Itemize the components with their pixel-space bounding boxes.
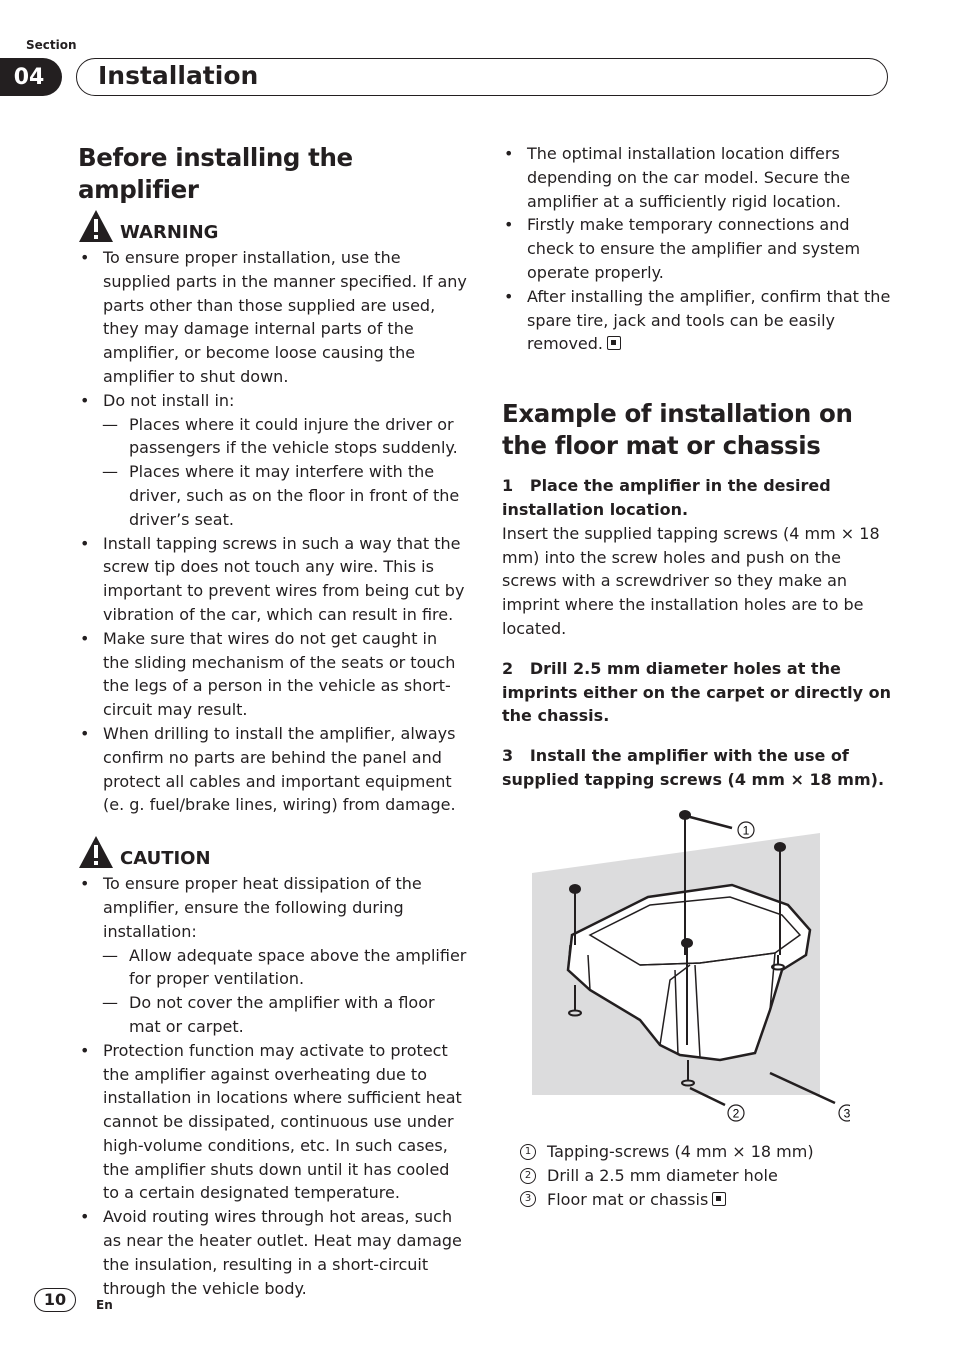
- legend-number: 3: [520, 1191, 536, 1207]
- legend-number: 2: [520, 1168, 536, 1184]
- installation-illustration: [520, 805, 850, 1135]
- figure-legend: [520, 1140, 814, 1211]
- list-item-text: After installing the amplifier, confirm that the spare tire, jack and tools can be easily removed.: [527, 286, 891, 354]
- language-code: En: [96, 1298, 113, 1312]
- left-column: [78, 142, 468, 1300]
- list-item: • To ensure proper heat dissipation of the amplifier, ensure the following during installation:: [78, 872, 468, 943]
- warning-list: [78, 246, 468, 817]
- list-item: • Do not install in:: [78, 389, 468, 413]
- caution-icon: [78, 835, 114, 869]
- section-label: Section: [26, 38, 77, 52]
- list-subitem: — Allow adequate space above the amplifier for proper ventilation.: [78, 944, 468, 992]
- chapter-title: Installation: [98, 61, 259, 90]
- leader-line-1: [690, 817, 732, 828]
- section-heading-example-installation: Example of installation on the floor mat or chassis: [502, 399, 853, 461]
- step-2-title: 2 Drill 2.5 mm diameter holes at the imprints either on the carpet or directly on the chassis.: [502, 658, 892, 726]
- list-item: • Firstly make temporary connections and check to ensure the amplifier and system operate properly.: [502, 213, 892, 284]
- step-3-title: 3 Install the amplifier with the use of supplied tapping screws (4 mm × 18 mm).: [502, 746, 885, 789]
- step-1-title: 1 Place the amplifier in the desired installation location.: [502, 476, 831, 519]
- page-number: 10: [34, 1288, 76, 1312]
- legend-item: [520, 1140, 814, 1164]
- svg-text:3: 3: [843, 1106, 850, 1121]
- step-1-body: Insert the supplied tapping screws (4 mm × 18 mm) into the screw holes and push on the screws with a screwdriver so they make an imprint where the installation holes are to be located.: [502, 523, 880, 638]
- caution-label: CAUTION: [120, 848, 211, 870]
- list-subitem: — Places where it could injure the driver or passengers if the vehicle stops suddenly.: [78, 413, 468, 461]
- caution-list: [78, 872, 468, 1300]
- warning-icon: [78, 209, 114, 243]
- end-of-section-icon: [607, 336, 621, 350]
- caution-notice: [78, 835, 468, 869]
- legend-item: [520, 1164, 814, 1188]
- list-item: [502, 285, 892, 356]
- end-of-section-icon: [712, 1192, 726, 1206]
- callout-1: [738, 822, 754, 838]
- list-item: • Avoid routing wires through hot areas, such as near the heater outlet. Heat may damage the insulation, resulting in a short-circuit through the vehicle body.: [78, 1205, 468, 1300]
- list-subitem: — Places where it may interfere with the driver, such as on the floor in front of the driver’s seat.: [78, 460, 468, 531]
- callout-2: [728, 1105, 744, 1121]
- list-item: • To ensure proper installation, use the supplied parts in the manner specified. If any parts other than those supplied are used, they may damage internal parts of the amplifier, or become loose causing the amplifier to shut down.: [78, 246, 468, 389]
- list-item: • The optimal installation location differs depending on the car model. Secure the amplifier at a sufficiently rigid location.: [502, 142, 892, 213]
- list-item: • Protection function may activate to protect the amplifier against overheating due to installation in locations where sufficient heat cannot be dissipated, continuous use under high-volume conditions, etc. In such cases, the amplifier shuts down until it has cooled to a certain designated temperature.: [78, 1039, 468, 1206]
- svg-text:2: 2: [732, 1106, 740, 1121]
- list-item: • Install tapping screws in such a way that the screw tip does not touch any wire. This is important to prevent wires from being cut by vibration of the car, which can result in fire.: [78, 532, 468, 627]
- legend-text: Drill a 2.5 mm diameter hole: [547, 1165, 778, 1185]
- svg-text:1: 1: [742, 823, 750, 838]
- section-number-badge: 04: [0, 58, 62, 96]
- section-heading-before-installing: Before installing the amplifier: [78, 143, 353, 204]
- list-item: • Make sure that wires do not get caught in the sliding mechanism of the seats or touch the legs of a person in the vehicle as short-circuit may result.: [78, 627, 468, 722]
- right-column: [502, 142, 892, 792]
- legend-text: Floor mat or chassis: [547, 1189, 709, 1209]
- warning-notice: [78, 209, 468, 243]
- callout-3: [839, 1105, 850, 1121]
- list-subitem: — Do not cover the amplifier with a floor mat or carpet.: [78, 991, 468, 1039]
- legend-text: Tapping-screws (4 mm × 18 mm): [547, 1142, 814, 1161]
- warning-label: WARNING: [120, 222, 219, 243]
- precaution-list: [502, 142, 892, 356]
- legend-number: 1: [520, 1144, 536, 1160]
- legend-item: [520, 1188, 814, 1212]
- list-item: • When drilling to install the amplifier, always confirm no parts are behind the panel and protect all cables and important equipment (e. g. fuel/brake lines, wiring) from damage.: [78, 722, 468, 817]
